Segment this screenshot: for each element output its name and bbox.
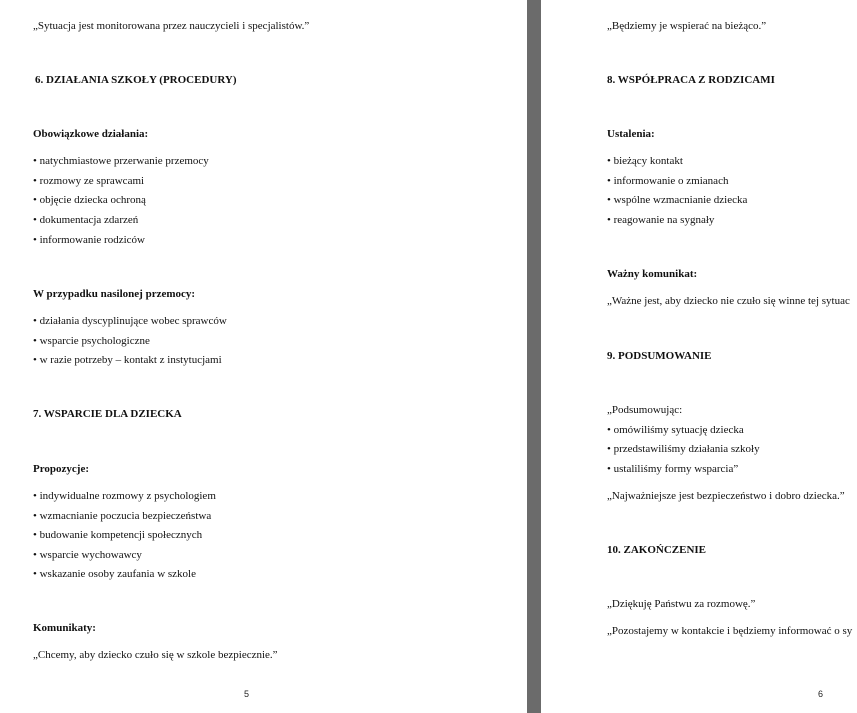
thanks-quote: „Dziękuję Państwu za rozmowę.” (607, 598, 756, 610)
document-page-6 (541, 0, 857, 713)
intro-quote: „Będziemy je wspierać na bieżąco.” (607, 20, 767, 32)
list-item: • ustaliliśmy formy wsparcia” (607, 463, 739, 475)
list-item: • indywidualne rozmowy z psychologiem (33, 490, 216, 502)
list-item: • reagowanie na sygnały (607, 214, 715, 226)
list-item: • dokumentacja zdarzeń (33, 214, 139, 226)
page-number: 5 (244, 689, 250, 699)
list-item: • działania dyscyplinujące wobec sprawców (33, 315, 227, 327)
section-6-title: 6. DZIAŁANIA SZKOŁY (PROCEDURY) (35, 74, 237, 86)
page-number: 6 (818, 689, 824, 699)
list-item: • budowanie kompetencji społecznych (33, 529, 203, 541)
important-message-heading: Ważny komunikat: (607, 268, 698, 280)
messages-heading: Komunikaty: (33, 622, 96, 634)
section-8-title: 8. WSPÓŁPRACA Z RODZICAMI (607, 74, 775, 86)
mandatory-actions-heading: Obowiązkowe działania: (33, 128, 149, 140)
list-item: • informowanie rodziców (33, 234, 145, 246)
list-item: • bieżący kontakt (607, 155, 683, 167)
list-item: • natychmiastowe przerwanie przemocy (33, 155, 209, 167)
list-item: • objęcie dziecka ochroną (33, 194, 146, 206)
list-item: • informowanie o zmianach (607, 175, 729, 187)
summary-quote: „Najważniejsze jest bezpieczeństwo i dobro dziecka.” (607, 490, 845, 502)
section-7-title: 7. WSPARCIE DLA DZIECKA (33, 408, 182, 420)
list-item: • wzmacnianie poczucia bezpieczeństwa (33, 510, 212, 522)
list-item: • wsparcie wychowawcy (33, 549, 142, 561)
list-item: • omówiliśmy sytuację dziecka (607, 424, 744, 436)
intro-quote: „Sytuacja jest monitorowana przez nauczycieli i specjalistów.” (33, 20, 310, 32)
proposals-heading: Propozycje: (33, 463, 89, 475)
list-item: • przedstawiliśmy działania szkoły (607, 443, 760, 455)
section-10-title: 10. ZAKOŃCZENIE (607, 544, 707, 556)
page-divider (527, 0, 541, 713)
arrangements-heading: Ustalenia: (607, 128, 655, 140)
list-item: • w razie potrzeby – kontakt z instytucjami (33, 354, 222, 366)
important-quote: „Ważne jest, aby dziecko nie czuło się winne tej sytuac (607, 295, 850, 307)
section-9-title: 9. PODSUMOWANIE (607, 350, 712, 362)
intense-violence-heading: W przypadku nasilonej przemocy: (33, 288, 196, 300)
messages-quote: „Chcemy, aby dziecko czuło się w szkole bezpiecznie.” (33, 649, 278, 661)
list-item: • wsparcie psychologiczne (33, 335, 150, 347)
contact-quote: „Pozostajemy w kontakcie i będziemy informować o sy (607, 625, 853, 637)
summary-line: „Podsumowując: (607, 404, 683, 416)
list-item: • rozmowy ze sprawcami (33, 175, 145, 187)
list-item: • wspólne wzmacnianie dziecka (607, 194, 748, 206)
list-item: • wskazanie osoby zaufania w szkole (33, 568, 196, 580)
